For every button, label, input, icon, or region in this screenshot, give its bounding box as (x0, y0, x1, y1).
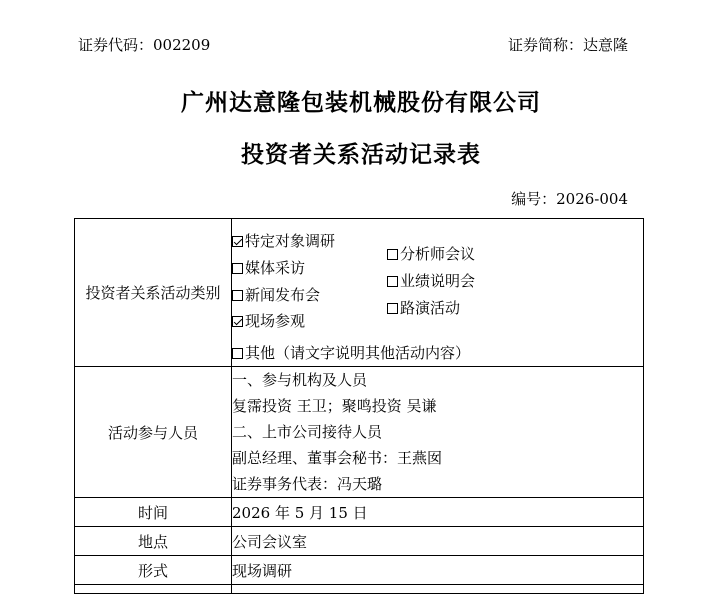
option-results-text: 业绩说明会 (400, 272, 476, 290)
activity-type-label: 投资者关系活动类别 (75, 219, 232, 367)
option-other[interactable] (232, 343, 470, 363)
participants-value (232, 367, 644, 498)
activity-type-options (232, 219, 644, 367)
checkbox-icon[interactable] (232, 236, 243, 247)
record-table (74, 218, 644, 594)
activity-type-row (75, 219, 644, 367)
option-roadshow-text: 路演活动 (400, 299, 461, 317)
place-value: 公司会议室 (232, 527, 644, 556)
stock-short-name: 证券简称：达意隆 (507, 36, 628, 54)
next-row-value (232, 585, 644, 594)
checkbox-icon[interactable] (232, 263, 243, 274)
option-specific[interactable] (232, 231, 335, 251)
form-row (75, 556, 644, 585)
document-subtitle: 投资者关系活动记录表 (241, 141, 481, 168)
option-media-text: 媒体采访 (245, 259, 306, 277)
form-value: 现场调研 (232, 556, 644, 585)
checkbox-icon[interactable] (387, 303, 398, 314)
option-media[interactable] (232, 258, 305, 278)
stock-code: 证券代码：002209 (78, 36, 211, 54)
option-analyst-text: 分析师会议 (400, 245, 476, 263)
option-press-text: 新闻发布会 (245, 286, 321, 304)
participants-label: 活动参与人员 (75, 367, 232, 498)
place-label: 地点 (75, 527, 232, 556)
company-title: 广州达意隆包装机械股份有限公司 (181, 89, 541, 116)
option-results[interactable] (387, 271, 475, 291)
participants-row (75, 367, 644, 498)
participants-line: 复霈投资 王卫；聚鸣投资 吴谦 (232, 397, 437, 415)
participants-line: 副总经理、董事会秘书：王燕囡 (232, 449, 443, 467)
form-label: 形式 (75, 556, 232, 585)
checkbox-icon[interactable] (232, 348, 243, 359)
time-label: 时间 (75, 498, 232, 527)
checkbox-icon[interactable] (387, 249, 398, 260)
participants-line: 证券事务代表：冯天璐 (232, 475, 383, 493)
participants-line: 一、参与机构及人员 (232, 371, 368, 389)
next-row-label (75, 585, 232, 594)
checkbox-icon[interactable] (232, 316, 243, 327)
place-row (75, 527, 644, 556)
option-analyst[interactable] (387, 244, 475, 264)
participants-line: 二、上市公司接待人员 (232, 423, 383, 441)
option-roadshow[interactable] (387, 298, 460, 318)
document-number: 编号：2026-004 (511, 190, 628, 208)
next-row (75, 585, 644, 594)
option-site[interactable] (232, 311, 305, 331)
checkbox-icon[interactable] (232, 290, 243, 301)
option-site-text: 现场参观 (245, 312, 306, 330)
checkbox-icon[interactable] (387, 276, 398, 287)
option-press[interactable] (232, 285, 320, 305)
option-specific-text: 特定对象调研 (245, 232, 336, 250)
time-value: 2026 年 5 月 15 日 (232, 498, 644, 527)
option-other-text: 其他（请文字说明其他活动内容） (245, 344, 471, 362)
time-row (75, 498, 644, 527)
